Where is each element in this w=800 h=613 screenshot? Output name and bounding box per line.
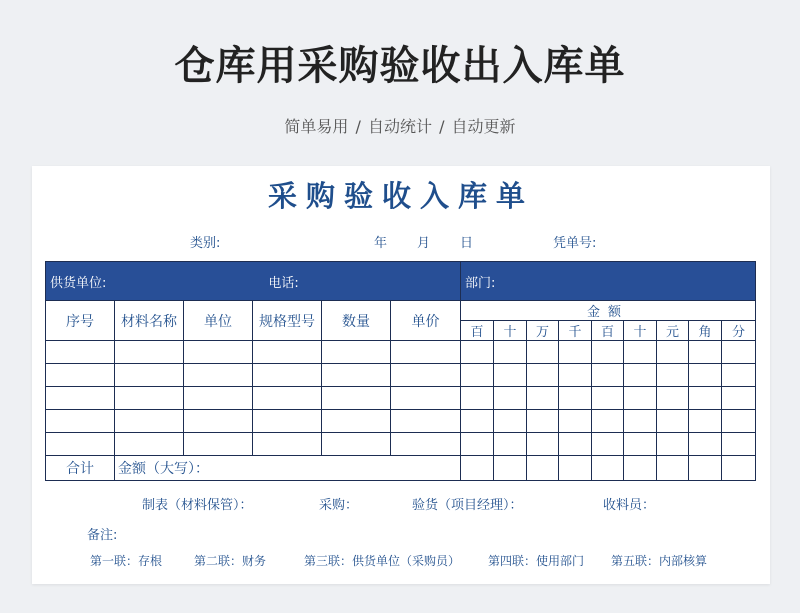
table-cell[interactable]: [253, 433, 322, 456]
copy-label: 第三联：供货单位（采购员）: [304, 554, 461, 568]
table-cell[interactable]: [722, 387, 756, 410]
table-cell[interactable]: [689, 433, 722, 456]
column-header-price: 单价: [391, 301, 461, 341]
column-header-row: [46, 301, 756, 321]
maker-signature-label: 制表（材料保管）：: [142, 498, 253, 513]
column-header-spec: 规格型号: [253, 301, 322, 341]
table-cell[interactable]: [184, 364, 253, 387]
table-cell[interactable]: [391, 341, 461, 364]
table-cell[interactable]: [592, 341, 624, 364]
table-cell[interactable]: [494, 433, 527, 456]
amount-unit: 千: [559, 321, 592, 341]
table-cell[interactable]: [184, 341, 253, 364]
amount-unit: 百: [461, 321, 494, 341]
table-cell[interactable]: [559, 433, 592, 456]
table-cell[interactable]: [624, 364, 657, 387]
amount-unit: 十: [494, 321, 527, 341]
column-header-amount: 金额: [461, 301, 756, 321]
table-cell[interactable]: [559, 410, 592, 433]
supplier-cell[interactable]: [46, 262, 461, 301]
table-cell[interactable]: [527, 433, 559, 456]
table-cell[interactable]: [461, 387, 494, 410]
table-cell[interactable]: [391, 364, 461, 387]
table-cell[interactable]: [722, 364, 756, 387]
table-cell[interactable]: [322, 433, 391, 456]
amount-unit: 角: [689, 321, 722, 341]
table-row: [46, 433, 756, 456]
table-cell[interactable]: [657, 410, 689, 433]
amount-unit: 万: [527, 321, 559, 341]
total-amount-label: 金额（大写）：: [118, 461, 209, 477]
table-cell[interactable]: [46, 341, 115, 364]
table-cell[interactable]: [722, 433, 756, 456]
table-cell[interactable]: [624, 433, 657, 456]
table-cell[interactable]: [322, 341, 391, 364]
total-amount-digit-cell[interactable]: [722, 456, 756, 481]
month-label: 月: [417, 236, 431, 251]
table-cell[interactable]: [115, 341, 184, 364]
table-cell[interactable]: [184, 410, 253, 433]
table-cell[interactable]: [494, 387, 527, 410]
total-amount-digit-cell[interactable]: [657, 456, 689, 481]
total-label: 合计: [46, 456, 115, 481]
table-cell[interactable]: [592, 433, 624, 456]
purchase-signature-label: 采购：: [319, 498, 359, 513]
table-row: [46, 410, 756, 433]
supplier-label: 供货单位:: [50, 275, 107, 291]
year-label: 年: [374, 236, 388, 251]
table-cell[interactable]: [689, 410, 722, 433]
total-amount-digit-cell[interactable]: [527, 456, 559, 481]
table-cell[interactable]: [494, 410, 527, 433]
table-cell[interactable]: [461, 364, 494, 387]
table-cell[interactable]: [253, 364, 322, 387]
table-cell[interactable]: [461, 433, 494, 456]
table-cell[interactable]: [592, 410, 624, 433]
table-cell[interactable]: [253, 410, 322, 433]
amount-unit: 十: [624, 321, 657, 341]
table-cell[interactable]: [115, 387, 184, 410]
table-cell[interactable]: [494, 364, 527, 387]
amount-unit: 分: [722, 321, 756, 341]
copy-label: 第四联：使用部门: [488, 554, 585, 568]
table-cell[interactable]: [391, 433, 461, 456]
table-cell[interactable]: [461, 410, 494, 433]
page-subtitle: 简单易用 / 自动统计 / 自动更新: [284, 117, 516, 136]
table-cell[interactable]: [722, 341, 756, 364]
inspector-signature-label: 验货（项目经理）：: [412, 498, 523, 513]
total-amount-digit-cell[interactable]: [624, 456, 657, 481]
page-title: 仓库用采购验收出入库单: [174, 43, 626, 89]
table-cell[interactable]: [184, 387, 253, 410]
table-cell[interactable]: [559, 364, 592, 387]
table-cell[interactable]: [527, 341, 559, 364]
total-amount-digit-cell[interactable]: [461, 456, 494, 481]
table-cell[interactable]: [115, 433, 184, 456]
table-cell[interactable]: [689, 364, 722, 387]
table-cell[interactable]: [322, 387, 391, 410]
header-band: [46, 262, 756, 301]
column-header-unit: 单位: [184, 301, 253, 341]
table-cell[interactable]: [115, 410, 184, 433]
table-cell[interactable]: [115, 364, 184, 387]
receiver-signature-label: 收料员：: [603, 498, 656, 513]
day-label: 日: [460, 236, 474, 251]
total-row: [46, 456, 756, 481]
table-row: [46, 341, 756, 364]
table-cell[interactable]: [657, 364, 689, 387]
copy-label: 第二联：财务: [194, 554, 267, 568]
table-cell[interactable]: [322, 364, 391, 387]
total-amount-words-cell[interactable]: [115, 456, 461, 481]
receipt-sheet: [32, 166, 770, 584]
table-cell[interactable]: [322, 410, 391, 433]
table-cell[interactable]: [527, 387, 559, 410]
copy-label: 第一联：存根: [90, 554, 163, 568]
table-cell[interactable]: [689, 387, 722, 410]
form-title: 采购验收入库单: [267, 179, 534, 213]
table-cell[interactable]: [527, 410, 559, 433]
table-cell[interactable]: [391, 410, 461, 433]
table-cell[interactable]: [624, 410, 657, 433]
department-label: 部门:: [465, 275, 496, 291]
total-amount-digit-cell[interactable]: [689, 456, 722, 481]
amount-unit: 元: [657, 321, 689, 341]
table-cell[interactable]: [46, 364, 115, 387]
total-amount-digit-cell[interactable]: [559, 456, 592, 481]
table-cell[interactable]: [722, 410, 756, 433]
receipt-table: [45, 261, 756, 481]
table-cell[interactable]: [46, 387, 115, 410]
department-cell[interactable]: [461, 262, 756, 301]
table-cell[interactable]: [657, 433, 689, 456]
phone-label: 电话:: [268, 275, 299, 291]
column-header-material: 材料名称: [115, 301, 184, 341]
table-cell[interactable]: [689, 341, 722, 364]
table-row: [46, 387, 756, 410]
table-cell[interactable]: [657, 341, 689, 364]
table-cell[interactable]: [253, 387, 322, 410]
table-cell[interactable]: [461, 341, 494, 364]
table-cell[interactable]: [184, 433, 253, 456]
table-cell[interactable]: [624, 341, 657, 364]
table-cell[interactable]: [391, 387, 461, 410]
table-cell[interactable]: [592, 364, 624, 387]
voucher-number-label: 凭单号:: [553, 236, 597, 251]
table-cell[interactable]: [657, 387, 689, 410]
table-cell[interactable]: [46, 410, 115, 433]
table-cell[interactable]: [494, 341, 527, 364]
amount-unit: 百: [592, 321, 624, 341]
table-cell[interactable]: [559, 341, 592, 364]
table-cell[interactable]: [592, 387, 624, 410]
total-amount-digit-cell[interactable]: [494, 456, 527, 481]
table-cell[interactable]: [624, 387, 657, 410]
column-header-seq: 序号: [46, 301, 115, 341]
table-cell[interactable]: [559, 387, 592, 410]
remark-label: 备注:: [87, 528, 118, 543]
table-row: [46, 364, 756, 387]
category-label: 类别:: [190, 236, 221, 251]
table-cell[interactable]: [527, 364, 559, 387]
total-amount-digit-cell[interactable]: [592, 456, 624, 481]
copy-label: 第五联：内部核算: [611, 554, 708, 568]
table-cell[interactable]: [46, 433, 115, 456]
table-cell[interactable]: [253, 341, 322, 364]
column-header-quantity: 数量: [322, 301, 391, 341]
